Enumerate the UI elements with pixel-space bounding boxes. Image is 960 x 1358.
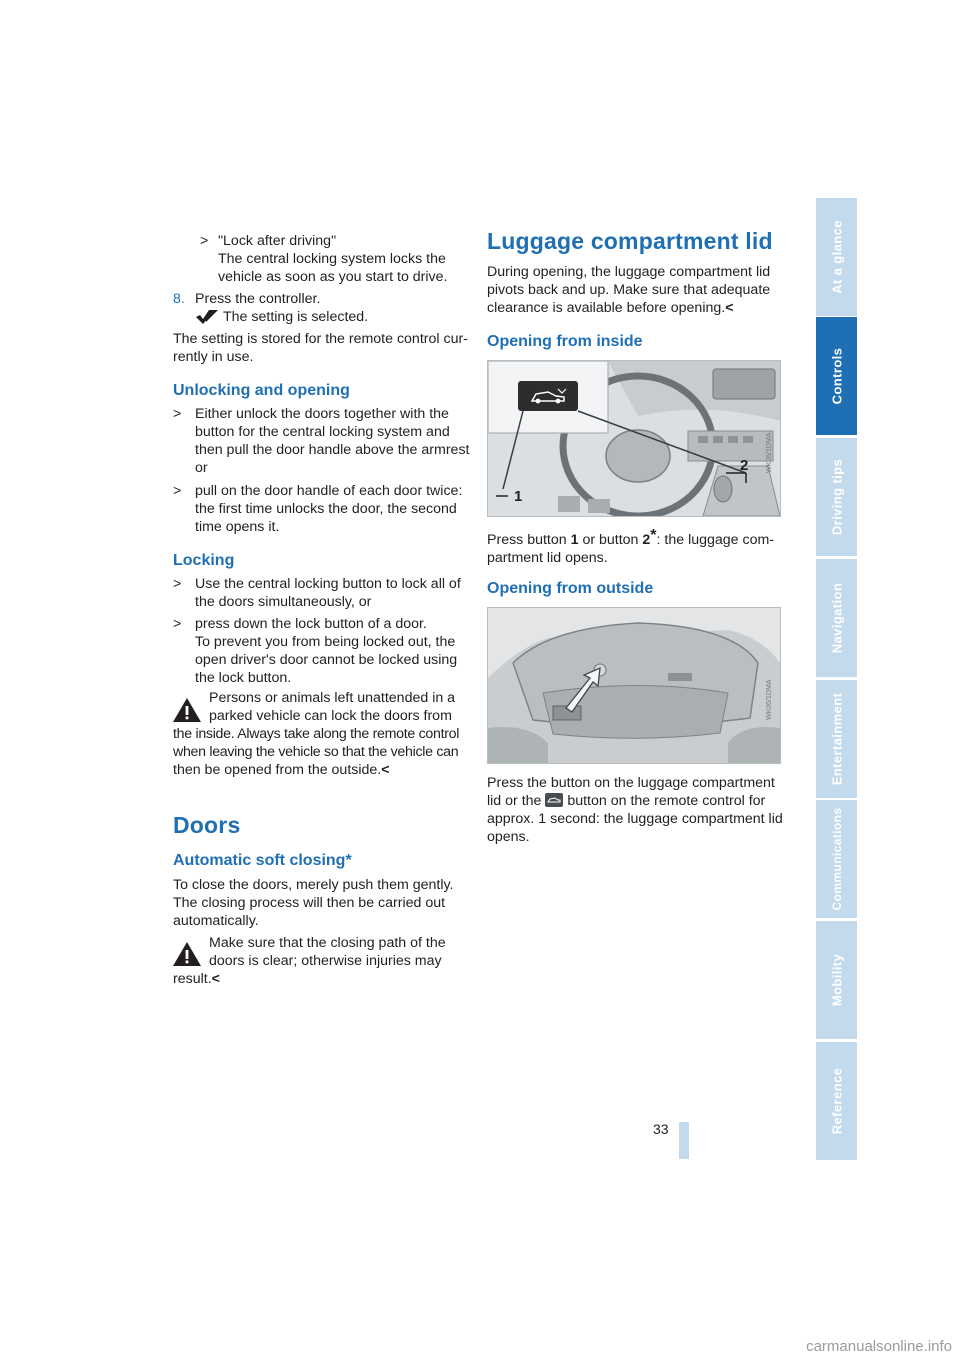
list-item-text: or [195,460,208,476]
list-item [173,482,468,536]
tab-label: Driving tips [829,458,844,536]
warning-text: doors is clear; otherwise injuries may [209,953,442,969]
text-segment: 1 [570,532,579,548]
heading-luggage-compartment-lid: Luggage compartment lid [487,228,773,254]
tab-label: Communications [829,807,844,911]
tab-controls[interactable] [816,317,857,435]
text-segment: Press button [487,532,571,548]
paragraph-line: pivots back and up. Make sure that adequate [487,282,771,298]
warning-text: Persons or animals left unattended in a [209,690,456,706]
paragraph-opening-outside [487,774,787,846]
warning-text: when leaving the vehicle so that the vehicle can [173,744,459,760]
list-item-text: The central locking system locks the [218,251,446,267]
list-item-text: the first time unlocks the door, the second [195,501,457,517]
list-item-text: the lock button. [195,670,292,686]
paragraph-line: opens. [487,829,530,845]
list-item-text: the doors simultaneously, or [195,594,372,610]
paragraph-soft-closing [173,876,468,930]
paragraph-setting-stored [173,330,468,366]
list-item-text: vehicle as soon as you start to drive. [218,269,448,285]
heading-opening-from-inside: Opening from inside [487,333,643,350]
step-text: Press the controller. [195,291,321,307]
figure-code: WK06/1DMA [766,679,773,720]
end-mark: < [725,300,734,316]
warning-text: result. [173,971,212,987]
tab-label: Mobility [829,953,844,1007]
tab-entertainment[interactable] [816,680,857,798]
warning-note-closing-path [173,934,468,990]
list-item-text: button for the central locking system and [195,424,450,440]
checkmark-icon [196,310,218,324]
bullet: > [173,576,182,592]
list-item-text: pull on the door handle of each door twice: [195,483,463,499]
list-item-text: open driver's door cannot be locked using [195,652,458,668]
callout-label-2: 2 [740,457,749,474]
heading-locking: Locking [173,552,235,569]
footer-watermark: carmanualsonline.info [806,1338,952,1355]
tab-driving-tips[interactable] [816,438,857,556]
warning-note-unattended [173,689,468,781]
step-8 [173,290,463,328]
end-mark: < [211,971,220,987]
paragraph-line: To close the doors, merely push them gently. [173,877,454,893]
paragraph-line: The closing process will then be carried out [173,895,446,911]
tab-label: At a glance [829,220,844,294]
heading-automatic-soft-closing: Automatic soft closing* [173,852,352,869]
paragraph-opening-inside [487,527,782,567]
figure-interior-buttons [487,360,781,517]
trunk-key-icon [545,793,563,807]
tab-mobility[interactable] [816,921,857,1039]
paragraph-line: automatically. [173,913,259,929]
interior-illustration [488,361,780,516]
footer [0,1338,960,1358]
warning-text: Make sure that the closing path of the [209,935,446,951]
warning-text: the inside. Always take along the remote control [173,726,460,742]
list-item-text: Use the central locking button to lock all of [195,576,461,592]
text-segment: lid or the [487,793,542,809]
tab-label: Controls [829,347,844,405]
trunk-illustration [488,608,780,763]
list-item-text: then pull the door handle above the armrest [195,442,470,458]
heading-opening-from-outside: Opening from outside [487,580,654,597]
step-number: 8. [173,291,185,307]
tab-at-a-glance[interactable] [816,198,857,316]
tab-label: Entertainment [829,692,844,786]
callout-label-1: 1 [514,488,523,505]
tab-label: Reference [829,1067,844,1135]
step-sub-text: The setting is selected. [223,309,369,325]
paragraph-line: approx. 1 second: the luggage compartment lid [487,811,783,827]
bullet: > [200,233,209,249]
tab-communications[interactable] [816,800,857,918]
text-segment: or button [578,532,643,548]
paragraph-line: Press the button on the luggage compartment [487,775,775,791]
list-item-text: time opens it. [195,519,280,535]
paragraph-line: During opening, the luggage compartment lid [487,264,771,280]
list-item-text: press down the lock button of a door. [195,616,427,632]
bullet: > [173,406,182,422]
list-item-text: "Lock after driving" [218,233,337,249]
bullet: > [173,483,182,499]
figure-trunk-button [487,607,781,764]
heading-doors: Doors [173,812,241,838]
paragraph-line: clearance is available before opening. [487,300,726,316]
list-item-text: To prevent you from being locked out, the [195,634,456,650]
list-item [173,575,468,611]
text-segment: : the luggage com- [656,532,775,548]
list-item-text: Either unlock the doors together with the [195,406,449,422]
tab-navigation[interactable] [816,559,857,677]
page-number-bar [679,1122,689,1159]
paragraph-luggage [487,263,782,317]
paragraph-line: rently in use. [173,349,254,365]
warning-text: parked vehicle can lock the doors from [209,708,452,724]
tab-label: Navigation [829,582,844,654]
list-item [173,405,468,477]
end-mark: < [381,762,390,778]
heading-unlocking-and-opening: Unlocking and opening [173,382,350,399]
warning-text: then be opened from the outside. [173,762,382,778]
option-asterisk: * [650,527,657,544]
figure-code: WK06/1DMA [766,432,773,473]
list-item-lock-after-driving [173,232,473,286]
paragraph-line: partment lid opens. [487,550,608,566]
tab-reference[interactable] [816,1042,857,1160]
page-number: 33 [653,1121,669,1137]
paragraph-line: The setting is stored for the remote control cur- [173,331,468,347]
text-segment: 2 [642,532,651,548]
list-item [173,615,468,687]
text-segment: button on the remote control for [567,793,766,809]
bullet: > [173,616,182,632]
